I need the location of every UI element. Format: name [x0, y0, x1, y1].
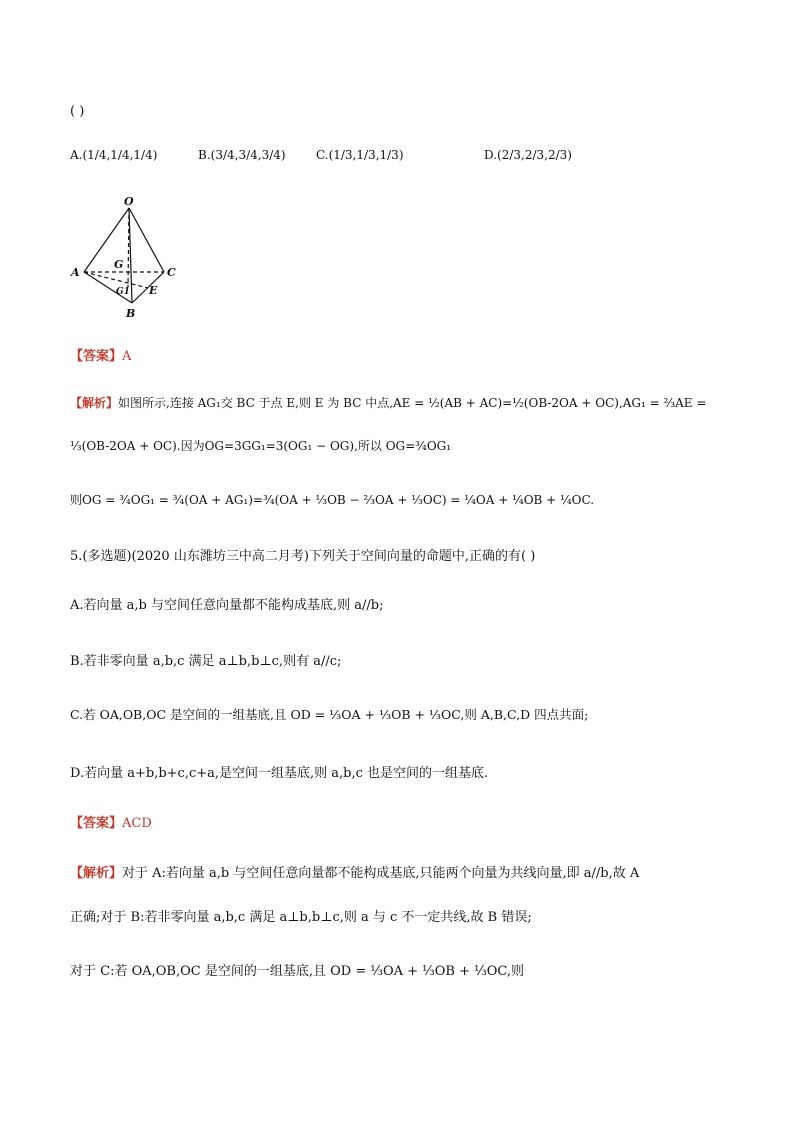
q5-analysis-tag: 【解析】 [70, 866, 123, 881]
q5-option-c: C.若 OA,OB,OC 是空间的一组基底,且 OD = ⅓OA + ⅓OB + ⅓OC,则 A,B,C,D 四点共面; [70, 707, 589, 722]
q5-analysis-line2: 正确;对于 B:若非零向量 a,b,c 满足 a⊥b,b⊥c,则 a 与 c 不一定共线,故 B 错误; [70, 910, 532, 925]
label-o: O [124, 196, 134, 208]
q4-analysis-line2: ⅓(OB-2OA + OC).因为OG=3GG₁=3(OG₁ − OG),所以 OG=¾OG₁ [70, 439, 452, 453]
label-b: B [126, 307, 136, 320]
label-e: E [149, 284, 158, 297]
q5-option-b: B.若非零向量 a,b,c 满足 a⊥b,b⊥c,则有 a//c; [70, 654, 342, 669]
q5-answer-tag: 【答案】 [70, 816, 123, 831]
option-b: B.(3/4,3/4,3/4) [198, 148, 286, 162]
q5-option-a: A.若向量 a,b 与空间任意向量都不能构成基底,则 a//b; [70, 598, 384, 613]
label-g: G [114, 258, 124, 271]
prompt-paren: ( ) [70, 104, 85, 119]
option-a: A.(1/4,1/4,1/4) [70, 148, 158, 162]
edge-ae [84, 272, 148, 288]
q5-answer: ACD [122, 816, 152, 831]
option-c: C.(1/3,1/3,1/3) [316, 148, 404, 162]
q5-option-d: D.若向量 a+b,b+c,c+a,是空间一组基底,则 a,b,c 也是空间的一组基底. [70, 766, 489, 781]
label-c: C [167, 266, 176, 279]
q4-answer: A [122, 349, 132, 364]
label-a: A [71, 266, 80, 279]
q4-analysis-line1: 如图所示,连接 AG₁交 BC 于点 E,则 E 为 BC 中点,AE = ½(AB + AC)=½(OB-2OA + OC),AG₁ = ⅔AE = [118, 396, 707, 410]
q4-answer-tag: 【答案】 [70, 349, 123, 364]
q4-analysis-tag: 【解析】 [70, 396, 119, 410]
q5-analysis-line1: 对于 A:若向量 a,b 与空间任意向量都不能构成基底,只能两个向量为共线向量,即 a//b,故 A [122, 866, 640, 881]
q4-analysis-line3: 则OG = ¾OG₁ = ¾(OA + AG₁)=¾(OA + ⅓OB − ⅔OA + ⅓OC) = ¼OA + ¼OB + ¼OC. [70, 493, 595, 507]
q4-analysis-row-1 [70, 394, 706, 411]
edge-oc [129, 208, 164, 272]
option-d: D.(2/3,2/3,2/3) [484, 148, 572, 162]
tetrahedron-figure [70, 196, 190, 321]
q5-analysis-line3: 对于 C:若 OA,OB,OC 是空间的一组基底,且 OD = ⅓OA + ⅓OB + ⅓OC,则 [70, 964, 524, 979]
label-g1: G1 [116, 287, 130, 297]
q5-answer-row [70, 812, 152, 831]
q5-analysis-row-1 [70, 862, 639, 881]
q5-stem: 5.(多选题)(2020 山东潍坊三中高二月考)下列关于空间向量的命题中,正确的有( ) [70, 549, 536, 564]
q4-answer-row [70, 345, 131, 364]
